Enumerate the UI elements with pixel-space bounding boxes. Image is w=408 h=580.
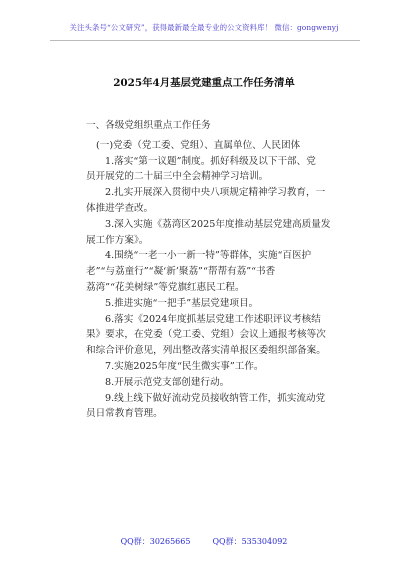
body-line: 老”“与荔童行”“凝‘新’聚荔”“帮帮有荔”“书香	[86, 266, 276, 278]
footer-qq-group-1: QQ群：30265665	[120, 537, 191, 546]
body-line: 荔湾”“花美树绿”等党旗红惠民工程。	[86, 281, 245, 293]
body-line: 果》要求，在党委（党工委、党组）会议上通报考核等次	[86, 329, 326, 341]
body-line: 员日常教育管理。	[86, 408, 163, 420]
body-line: 6.落实《2024年度抓基层党建工作述职评议考核结	[105, 313, 321, 325]
body-line: 7.实施2025年度“民生微实事”工作。	[105, 360, 264, 372]
body-line: 体推进学查改。	[86, 202, 154, 214]
body-line: 2.扎实开展深入贯彻中央八项规定精神学习教育，一	[105, 187, 326, 199]
body-line: 3.深入实施《荔湾区2025年度推动基层党建高质量发	[105, 218, 331, 230]
document-title: 2025年4月基层党建重点工作任务清单	[113, 77, 295, 89]
document-body	[86, 118, 331, 422]
section-heading: (一)党委（党工委、党组）、直属单位、人民团体	[96, 139, 301, 151]
body-line: 1.落实“第一议题”制度。抓好科级及以下干部、党	[105, 155, 316, 167]
header-divider	[50, 40, 360, 41]
footer-qq-group-2: QQ群：535304092	[212, 537, 288, 546]
body-line: 员开展党的二十届三中全会精神学习培训。	[86, 171, 269, 183]
body-line: 4.围绕“一老一小一新一特”等群体，实施“百医护	[105, 250, 312, 262]
body-line: 5.推进实施“一把手”基层党建项目。	[105, 297, 259, 309]
body-line: 展工作方案》。	[86, 234, 149, 246]
header-note: 关注头条号“公文研究”，获得最新最全最专业的公文资料库！ 微信：gongwenyj	[69, 23, 339, 32]
body-line: 9.线上线下做好流动党员接收纳管工作，抓实流动党	[105, 392, 326, 404]
body-line: 和综合评价意见，列出整改落实清单报区委组织部备案。	[86, 345, 326, 357]
section-heading: 一、各级党组织重点工作任务	[86, 120, 211, 131]
body-line: 8.开展示范党支部创建行动。	[105, 376, 230, 388]
footer	[0, 536, 408, 547]
